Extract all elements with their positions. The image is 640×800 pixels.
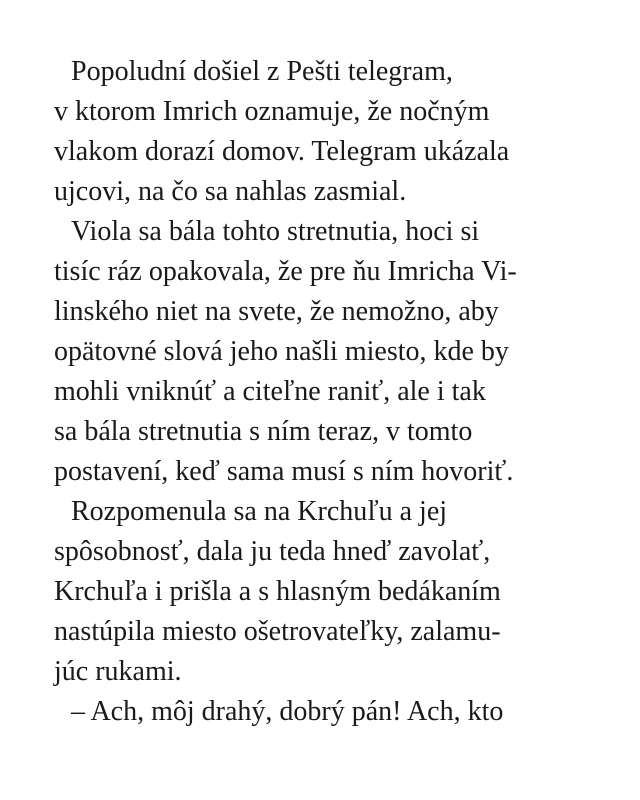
paragraph-3-line-4: nastúpila miesto ošetrovateľky, zalamu- (54, 616, 501, 647)
book-page-text (54, 52, 614, 732)
paragraph-2-line-4: opätovné slová jeho našli miesto, kde by (54, 336, 509, 367)
paragraph-1-line-1: Popoludní došiel z Pešti telegram, (71, 56, 453, 87)
paragraph-3-line-1: Rozpomenula sa na Krchuľu a jej (71, 496, 448, 527)
paragraph-3-line-5: júc rukami. (54, 656, 182, 687)
paragraph-2-line-6: sa bála stretnutia s ním teraz, v tomto (54, 416, 473, 447)
paragraph-2-line-2: tisíc ráz opakovala, že pre ňu Imricha Vi- (54, 256, 517, 287)
paragraph-2-line-7: postavení, keď sama musí s ním hovoriť. (54, 456, 514, 487)
dialogue-line-1: – Ach, môj drahý, dobrý pán! Ach, kto (71, 696, 504, 727)
paragraph-1-line-3: vlakom dorazí domov. Telegram ukázala (54, 136, 510, 167)
paragraph-2-line-5: mohli vniknúť a citeľne raniť, ale i tak (54, 376, 486, 407)
paragraph-3-line-2: spôsobnosť, dala ju teda hneď zavolať, (54, 536, 491, 567)
paragraph-3-line-3: Krchuľa i prišla a s hlasným bedákaním (54, 576, 501, 607)
paragraph-2-line-1: Viola sa bála tohto stretnutia, hoci si (71, 216, 480, 247)
paragraph-1-line-2: v ktorom Imrich oznamuje, že nočným (54, 96, 490, 127)
paragraph-2-line-3: linského niet na svete, že nemožno, aby (54, 296, 499, 327)
paragraph-1-line-4: ujcovi, na čo sa nahlas zasmial. (54, 176, 407, 207)
